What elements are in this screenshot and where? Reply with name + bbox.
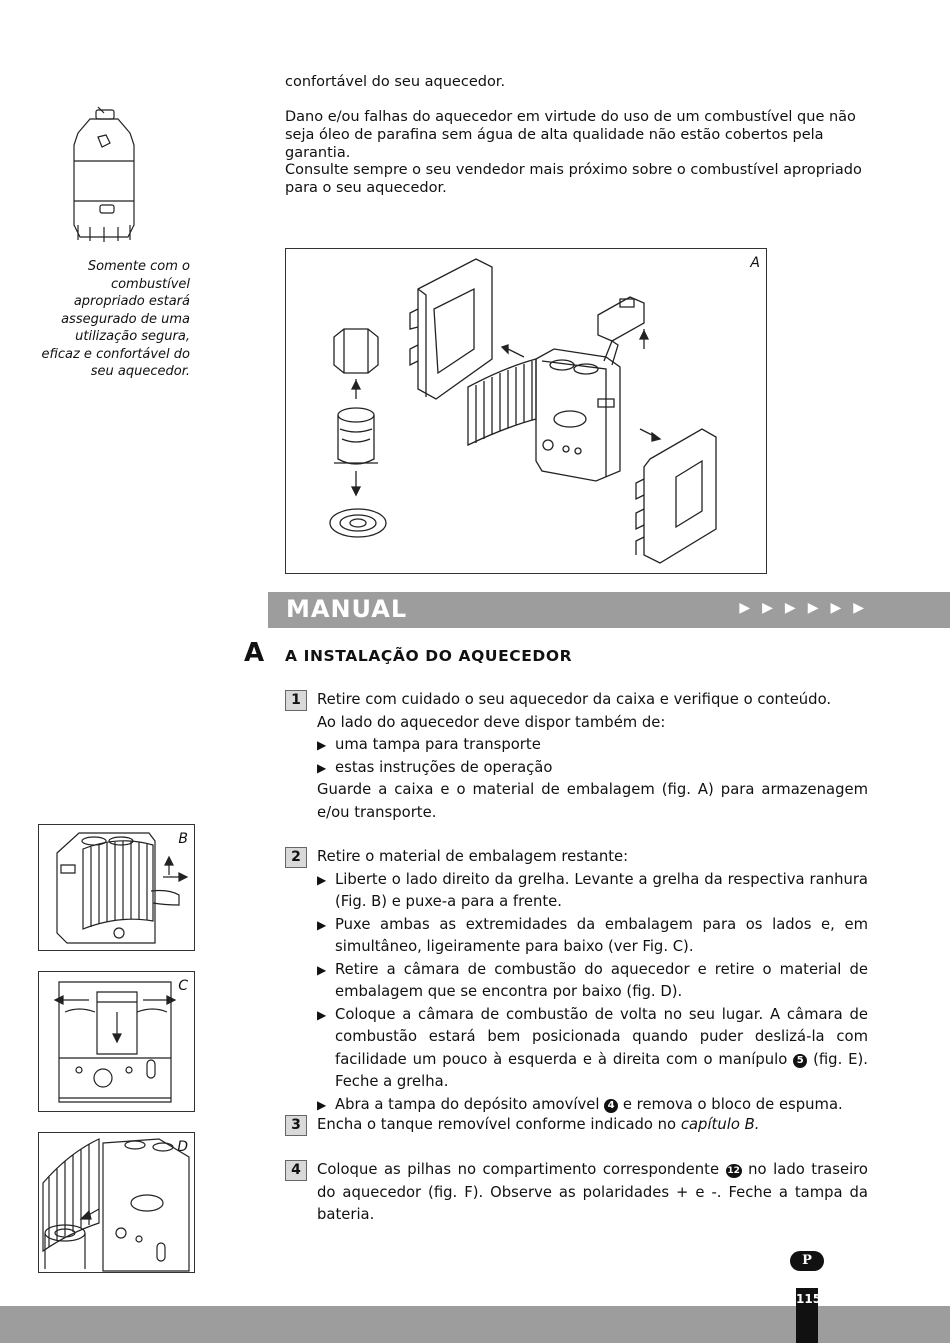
fuel-caption: Somente com o combustível apropriado estará assegurado de uma utilização segura, eficaz e confortável do seu aquecedor. bbox=[41, 259, 190, 379]
triangle-bullet-icon: ▶ bbox=[317, 1097, 327, 1112]
step-3-chapter-ref: capítulo B. bbox=[680, 1116, 760, 1133]
figure-c-illustration bbox=[39, 972, 194, 1111]
circled-number-4: 4 bbox=[604, 1099, 618, 1113]
step-1-line-1: Retire com cuidado o seu aquecedor da caixa e verifique o conteúdo. bbox=[317, 691, 832, 708]
triangle-bullet-icon: ▶ bbox=[317, 872, 327, 887]
circled-number-12: 12 bbox=[727, 1166, 740, 1176]
figure-d bbox=[38, 1132, 195, 1273]
list-item: ▶ estas instruções de operação bbox=[317, 757, 868, 780]
heater-exploded-diagram bbox=[286, 249, 766, 573]
triangle-bullet-icon: ▶ bbox=[317, 917, 327, 932]
step-2-number: 2 bbox=[285, 847, 307, 868]
triangle-bullet-icon: ▶ bbox=[317, 738, 327, 752]
triangle-bullet-icon: ▶ bbox=[317, 962, 327, 977]
step-3: Encha o tanque removível conforme indicado no capítulo B. bbox=[317, 1116, 760, 1133]
fuel-can-illustration bbox=[68, 105, 140, 247]
figure-b-illustration bbox=[39, 825, 194, 950]
triangle-bullet-icon: ▶ bbox=[317, 1007, 327, 1022]
figure-b bbox=[38, 824, 195, 951]
intro-paragraph-2: Dano e/ou falhas do aquecedor em virtude do uso de um combustível que não seja óleo de parafina sem água de alta qualidade não estão cobertos pela garantia. bbox=[285, 109, 856, 161]
manual-banner bbox=[268, 592, 950, 628]
banner-title: MANUAL bbox=[286, 595, 408, 623]
step-2-line-1: Retire o material de embalagem restante: bbox=[317, 848, 629, 865]
list-item: ▶ Liberte o lado direito da grelha. Levante a grelha da respectiva ranhura (Fig. B) e puxe-a para a frente. bbox=[317, 870, 868, 910]
figure-d-label: D bbox=[177, 1139, 188, 1155]
figure-c bbox=[38, 971, 195, 1112]
page-number: 115 bbox=[796, 1288, 818, 1343]
list-item: ▶ Retire a câmara de combustão do aquecedor e retire o material de embalagem que se encontra por baixo (fig. D). bbox=[317, 960, 868, 1000]
list-item: ▶ uma tampa para transporte bbox=[317, 734, 868, 757]
list-item: ▶ Puxe ambas as extremidades da embalagem para os lados e, em simultâneo, ligeiramente para baixo (ver Fig. C). bbox=[317, 915, 868, 955]
step-4: Coloque as pilhas no compartimento correspondente 12 no lado traseiro do aquecedor (fig. F). Observe as polaridades + e -. Feche a tampa da bateria. bbox=[317, 1161, 868, 1223]
step-1-number: 1 bbox=[285, 690, 307, 711]
banner-arrows: ▶▶▶▶▶▶ bbox=[739, 600, 876, 616]
figure-c-label: C bbox=[178, 978, 188, 994]
list-item: ▶ Coloque a câmara de combustão de volta no seu lugar. A câmara de combustão estará bem posicionada quando puder deslizá-la com facilidade um pouco à esquerda e à direita com o manípulo 5 (fig. E). Feche a grelha. bbox=[317, 1005, 868, 1090]
step-1-line-2: Ao lado do aquecedor deve dispor também de: bbox=[317, 713, 666, 731]
section-title: A INSTALAÇÃO DO AQUECEDOR bbox=[285, 647, 573, 665]
step-1 bbox=[317, 689, 868, 824]
circled-number-5: 5 bbox=[793, 1054, 807, 1068]
step-4-number: 4 bbox=[285, 1160, 307, 1181]
step-2 bbox=[317, 846, 868, 1116]
intro-paragraph-3: Consulte sempre o seu vendedor mais próximo sobre o combustível apropriado para o seu aquecedor. bbox=[285, 162, 862, 196]
step-1-line-3: Guarde a caixa e o material de embalagem (fig. A) para armazenagem e/ou transporte. bbox=[317, 781, 868, 821]
figure-d-illustration bbox=[39, 1133, 194, 1272]
section-letter: A bbox=[244, 638, 265, 668]
figure-a-label: A bbox=[750, 255, 760, 271]
figure-b-label: B bbox=[178, 831, 188, 847]
language-badge: P bbox=[790, 1251, 824, 1271]
list-item: ▶ Abra a tampa do depósito amovível 4 e remova o bloco de espuma. bbox=[317, 1094, 868, 1117]
intro-paragraph-1: confortável do seu aquecedor. bbox=[285, 74, 506, 90]
step-3-number: 3 bbox=[285, 1115, 307, 1136]
triangle-bullet-icon: ▶ bbox=[317, 760, 327, 775]
figure-a bbox=[285, 248, 767, 574]
